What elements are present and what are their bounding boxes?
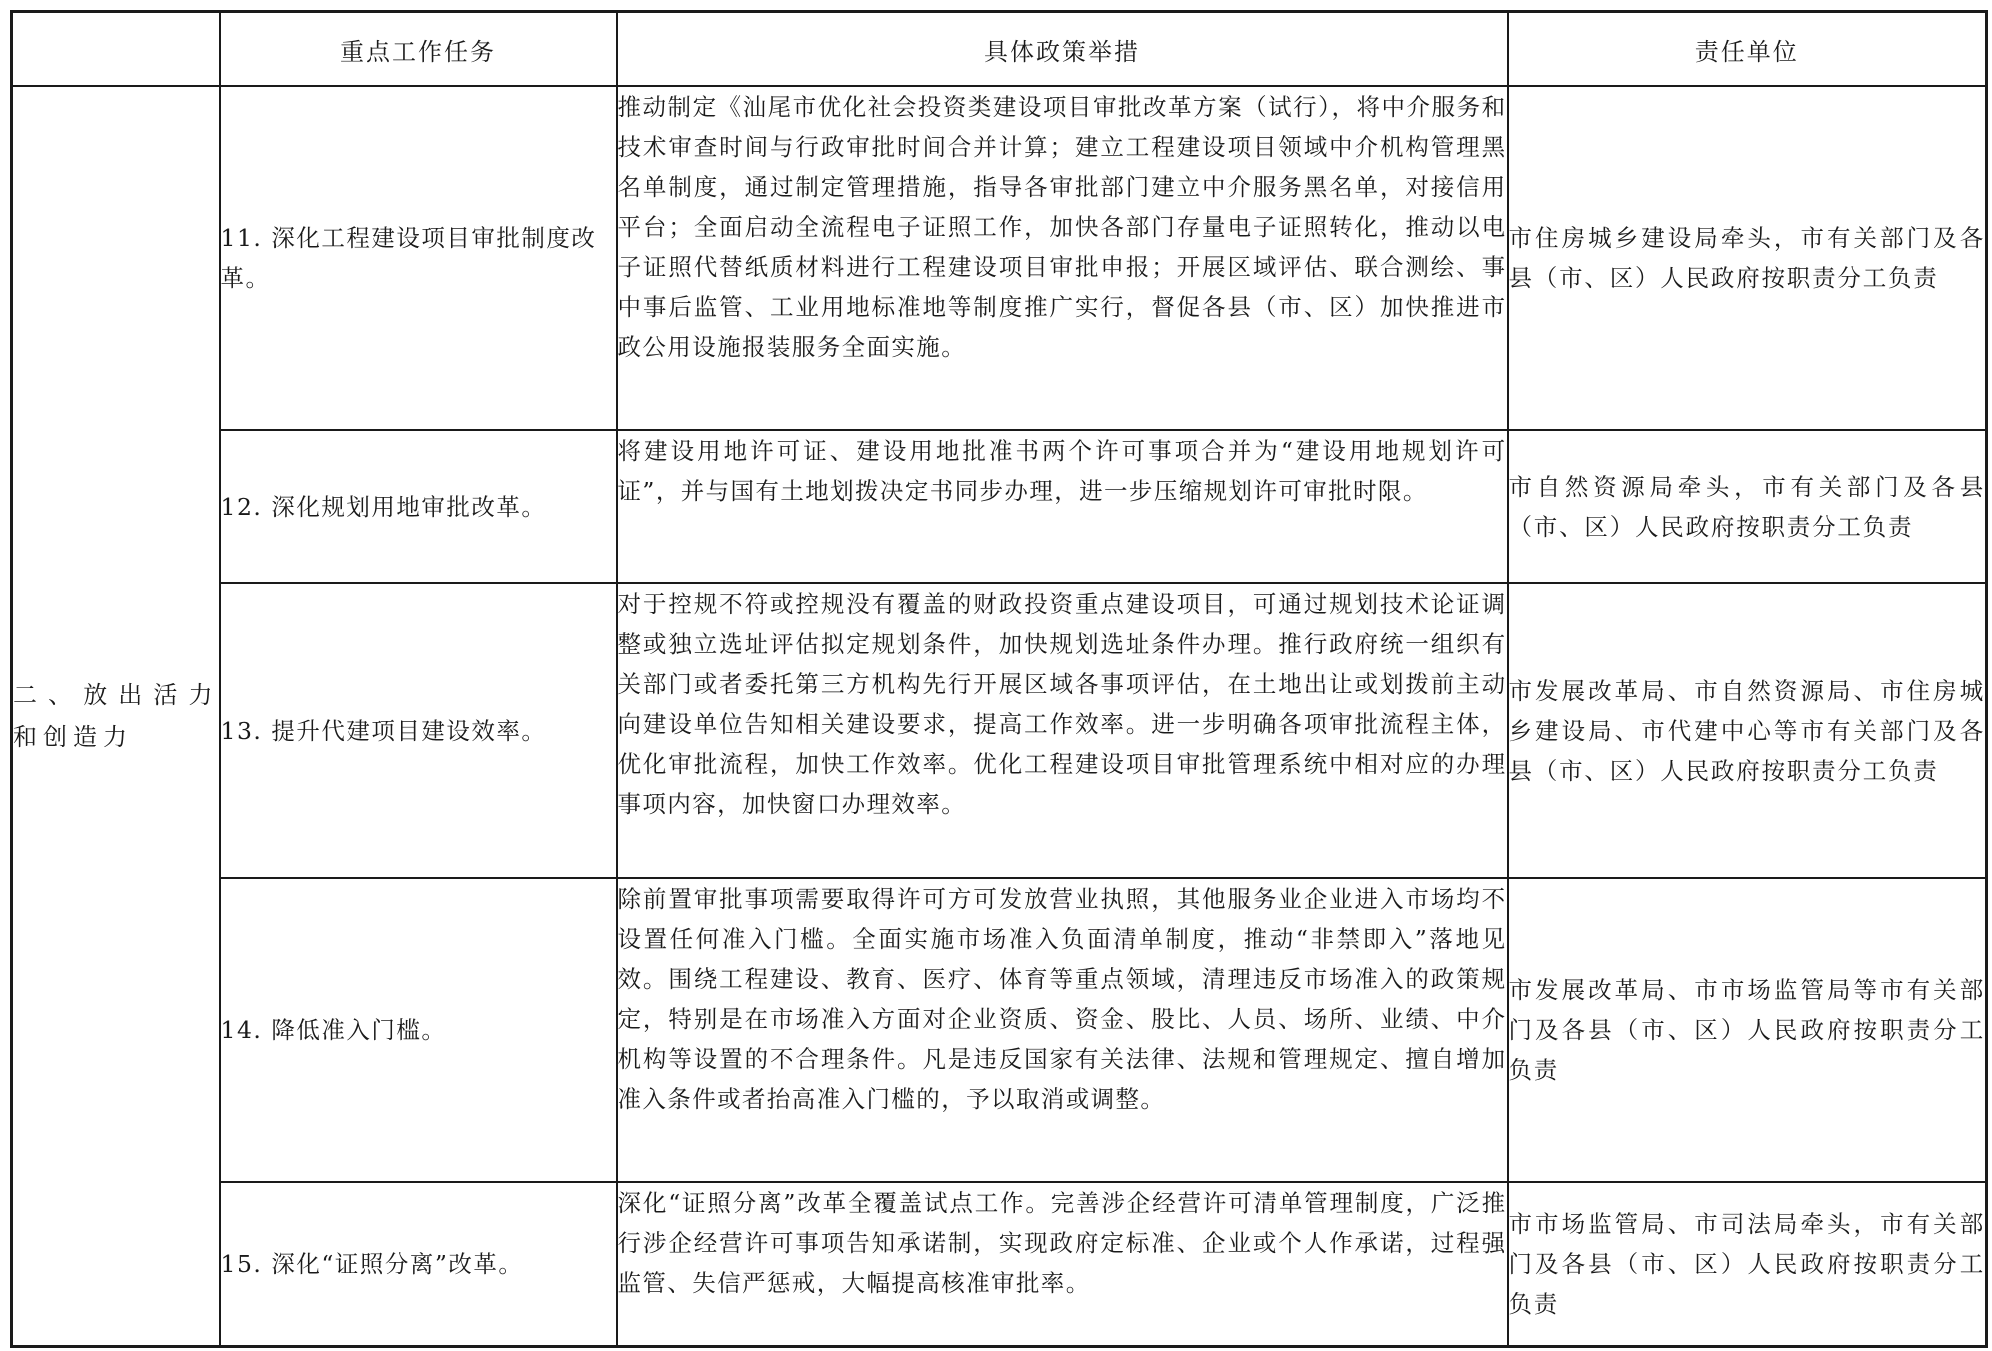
measures-cell: 深化“证照分离”改革全覆盖试点工作。完善涉企经营许可清单管理制度，广泛推行涉企经营许可事项告知承诺制，实现政府定标准、企业或个人作承诺，过程强监管、失信严惩戒，大幅提高核准审批率。: [617, 1182, 1508, 1346]
policy-table: [10, 10, 1988, 1348]
task-cell: 12. 深化规划用地审批改革。: [220, 430, 617, 583]
task-cell: 13. 提升代建项目建设效率。: [220, 583, 617, 878]
responsible-unit-cell: 市发展改革局、市市场监管局等市有关部门及各县（市、区）人民政府按职责分工负责: [1508, 878, 1987, 1182]
table-row: [12, 583, 1987, 878]
task-cell: 11. 深化工程建设项目审批制度改革。: [220, 86, 617, 430]
measures-cell: 对于控规不符或控规没有覆盖的财政投资重点建设项目，可通过规划技术论证调整或独立选址评估拟定规划条件，加快规划选址条件办理。推行政府统一组织有关部门或者委托第三方机构先行开展区域各事项评估，在土地出让或划拨前主动向建设单位告知相关建设要求，提高工作效率。进一步明确各项审批流程主体，优化审批流程，加快工作效率。优化工程建设项目审批管理系统中相对应的办理事项内容，加快窗口办理效率。: [617, 583, 1508, 878]
table-row: [12, 86, 1987, 430]
responsible-unit-cell: 市发展改革局、市自然资源局、市住房城乡建设局、市代建中心等市有关部门及各县（市、区）人民政府按职责分工负责: [1508, 583, 1987, 878]
task-cell: 14. 降低准入门槛。: [220, 878, 617, 1182]
measures-cell: 除前置审批事项需要取得许可方可发放营业执照，其他服务业企业进入市场均不设置任何准入门槛。全面实施市场准入负面清单制度，推动“非禁即入”落地见效。围绕工程建设、教育、医疗、体育等重点领域，清理违反市场准入的政策规定，特别是在市场准入方面对企业资质、资金、股比、人员、场所、业绩、中介机构等设置的不合理条件。凡是违反国家有关法律、法规和管理规定、擅自增加准入条件或者抬高准入门槛的，予以取消或调整。: [617, 878, 1508, 1182]
header-category: [12, 12, 220, 87]
table-row: [12, 878, 1987, 1182]
measures-cell: 推动制定《汕尾市优化社会投资类建设项目审批改革方案（试行），将中介服务和技术审查时间与行政审批时间合并计算；建立工程建设项目领域中介机构管理黑名单制度，通过制定管理措施，指导各审批部门建立中介服务黑名单，对接信用平台；全面启动全流程电子证照工作，加快各部门存量电子证照转化，推动以电子证照代替纸质材料进行工程建设项目审批申报；开展区域评估、联合测绘、事中事后监管、工业用地标准地等制度推广实行，督促各县（市、区）加快推进市政公用设施报装服务全面实施。: [617, 86, 1508, 430]
document-page: [10, 10, 1985, 1342]
table-row: [12, 1182, 1987, 1346]
header-task: 重点工作任务: [220, 12, 617, 87]
responsible-unit-cell: 市市场监管局、市司法局牵头，市有关部门及各县（市、区）人民政府按职责分工负责: [1508, 1182, 1987, 1346]
header-row: [12, 12, 1987, 87]
header-measures: 具体政策举措: [617, 12, 1508, 87]
table-row: [12, 430, 1987, 583]
responsible-unit-cell: 市自然资源局牵头，市有关部门及各县（市、区）人民政府按职责分工负责: [1508, 430, 1987, 583]
category-cell: 二、放出活力和创造力: [12, 86, 220, 1346]
measures-cell: 将建设用地许可证、建设用地批准书两个许可事项合并为“建设用地规划许可证”，并与国有土地划拨决定书同步办理，进一步压缩规划许可审批时限。: [617, 430, 1508, 583]
task-cell: 15. 深化“证照分离”改革。: [220, 1182, 617, 1346]
header-responsible-unit: 责任单位: [1508, 12, 1987, 87]
responsible-unit-cell: 市住房城乡建设局牵头，市有关部门及各县（市、区）人民政府按职责分工负责: [1508, 86, 1987, 430]
